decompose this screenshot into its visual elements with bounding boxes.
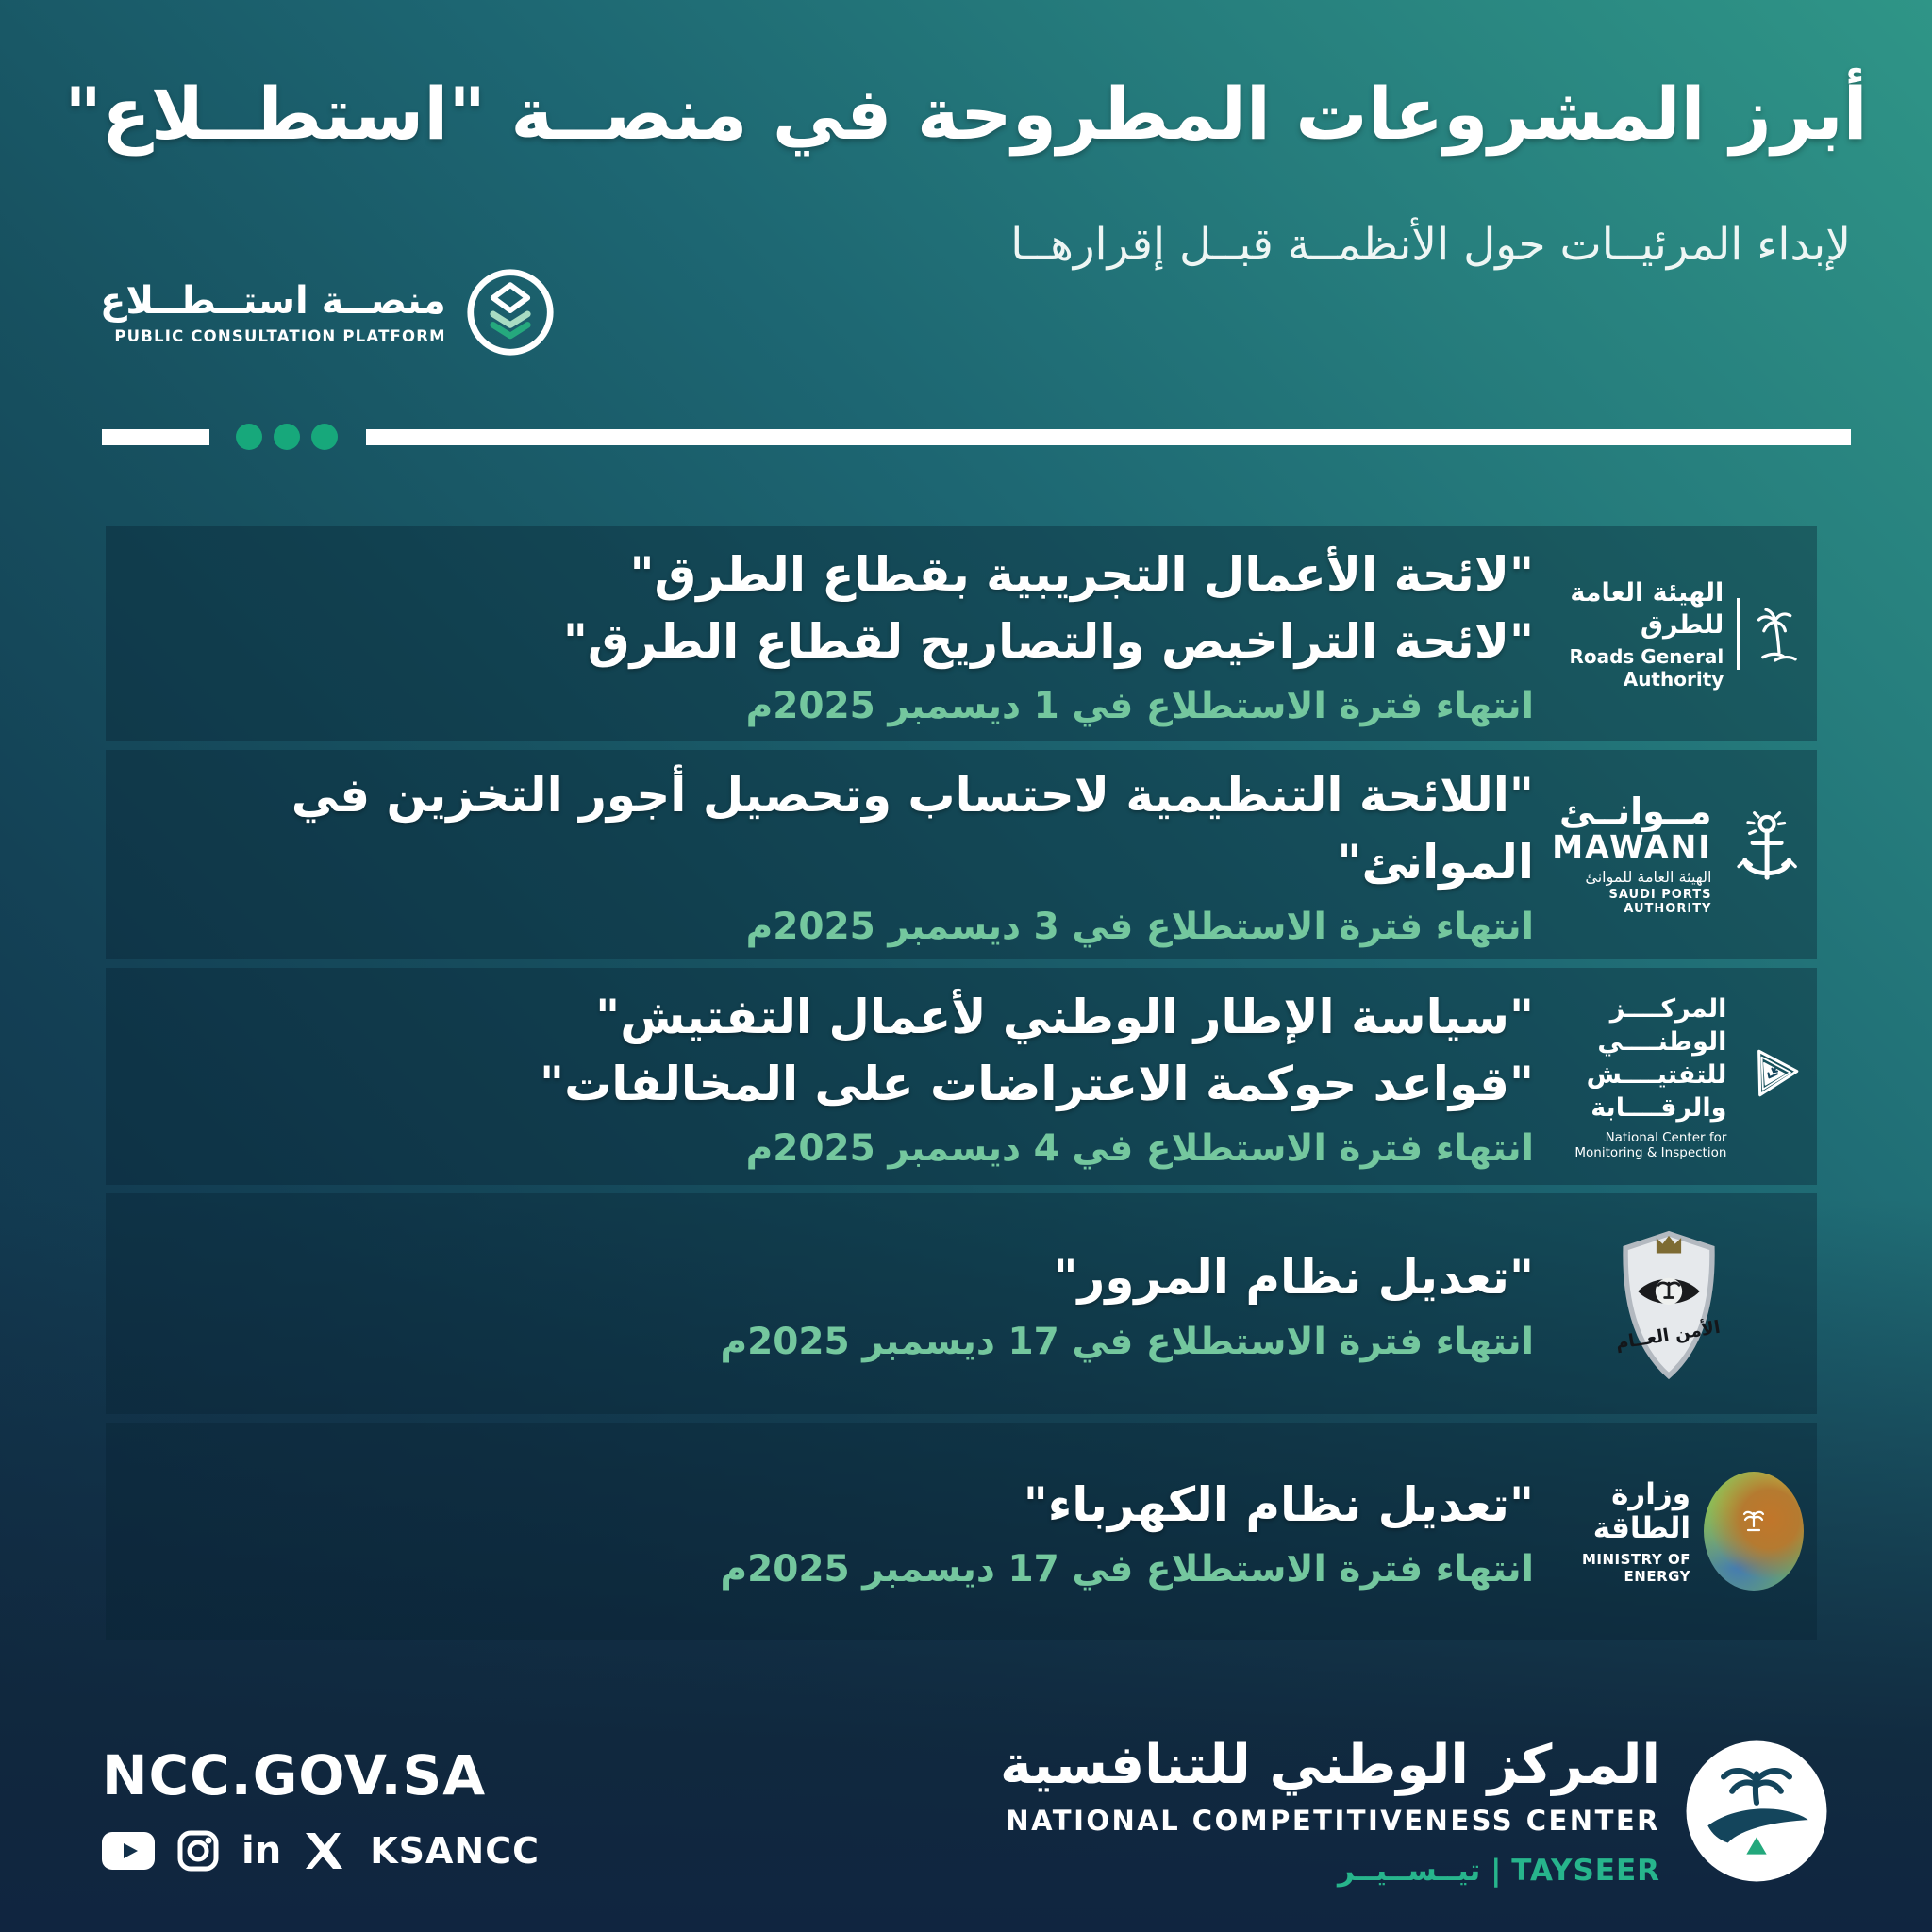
platform-name-english: PUBLIC CONSULTATION PLATFORM [114,326,446,345]
inspection-badge-icon [1740,1029,1804,1124]
org-name-arabic-2: للتفتيــــش والرقــــابة [1586,1060,1727,1124]
org-name-arabic: مــوانــئ [1559,790,1712,832]
org-logo-public-security [1534,1225,1804,1382]
istitlaa-platform-logo [100,267,556,358]
org-subname-arabic: الهيئة العامة للموانئ [1585,868,1712,887]
org-name-arabic: المركــــز الوطنــــي [1597,993,1727,1057]
org-logo-roads-general-authority [1534,577,1804,691]
divider-bar-left [102,429,209,445]
energy-sphere-icon [1704,1472,1804,1591]
social-handle[interactable]: KSANCC [370,1830,540,1872]
org-name-arabic: الهيئة العامة للطرق [1570,578,1724,640]
youtube-icon[interactable] [102,1832,155,1870]
ncc-name-english: NATIONAL COMPETITIVENESS CENTER [1006,1804,1660,1837]
org-name-english: MINISTRY OF ENERGY [1582,1551,1690,1585]
project-title: "اللائحة التنظيمية لاحتساب وتحصيل أجور التخزين في الموانئ" [291,767,1534,890]
org-logo-ministry-of-energy [1534,1472,1804,1591]
deadline-text: انتهاء فترة الاستطلاع في 3 ديسمبر 2025م [745,905,1534,948]
deadline-text: انتهاء فترة الاستطلاع في 4 ديسمبر 2025م [745,1126,1534,1170]
divider-bar-right [366,429,1851,445]
tayseer-tagline: تيــســيــر | TAYSEER [1337,1853,1660,1888]
org-name-arabic: الأمن العــام [1614,1317,1723,1355]
org-name-english: Roads General Authority [1569,644,1724,691]
org-name-arabic: وزارة الطاقة [1592,1477,1690,1545]
project-card-electricity [106,1423,1817,1640]
org-name-english: National Center for Monitoring & Inspection [1574,1130,1727,1161]
public-security-shield-icon [1607,1225,1731,1382]
palm-tree-icon [1753,591,1804,676]
ncc-name-arabic: المركز الوطني للتنافسية [1000,1734,1660,1796]
ncc-logo-icon [1685,1740,1828,1883]
anchor-icon [1724,804,1804,906]
deadline-text: انتهاء فترة الاستطلاع في 17 ديسمبر 2025م [720,1321,1534,1363]
org-logo-monitoring-inspection [1534,992,1804,1160]
footer-contact [102,1743,540,1872]
ncc-brand-block [1000,1736,1828,1888]
project-card-mawani [106,750,1817,959]
platform-logo-text [100,280,446,345]
page-subtitle: لإبداء المرئيــات حول الأنظمــة قبــل إقرارهــا [1010,219,1851,271]
project-title: "لائحة الأعمال التجريبية بقطاع الطرق" [629,546,1534,602]
project-card-traffic [106,1193,1817,1414]
org-name-english: MAWANI [1552,827,1712,865]
project-title: "قواعد حوكمة الاعتراضات على المخالفات" [540,1056,1534,1111]
project-title: "تعديل نظام الكهرباء" [1023,1477,1534,1532]
linkedin-icon[interactable]: in [242,1829,282,1873]
org-logo-mawani [1534,790,1804,917]
x-icon[interactable] [304,1832,343,1870]
project-title: "تعديل نظام المرور" [1053,1250,1534,1305]
org-subname-english: SAUDI PORTS AUTHORITY [1608,888,1712,917]
website-url[interactable]: NCC.GOV.SA [102,1743,487,1807]
project-card-roads [106,526,1817,741]
project-title: "لائحة التراخيص والتصاريح لقطاع الطرق" [562,613,1534,669]
divider-dots [236,424,338,450]
page-title: أبرز المشروعات المطروحة في منصــة "استطــلاع" [64,72,1868,156]
project-title: "سياسة الإطار الوطني لأعمال التفتيش" [595,989,1534,1044]
instagram-icon[interactable] [177,1830,219,1872]
saudi-emblem-icon [1740,1504,1768,1536]
social-icons-row [102,1830,540,1872]
projects-list [106,526,1817,1640]
istitlaa-layers-icon [465,267,556,358]
logo-divider [1737,598,1740,670]
deadline-text: انتهاء فترة الاستطلاع في 17 ديسمبر 2025م [720,1548,1534,1591]
platform-name-arabic: منصــة استــطــلاع [100,278,446,323]
deadline-text: انتهاء فترة الاستطلاع في 1 ديسمبر 2025م [745,684,1534,727]
project-card-inspection [106,968,1817,1185]
